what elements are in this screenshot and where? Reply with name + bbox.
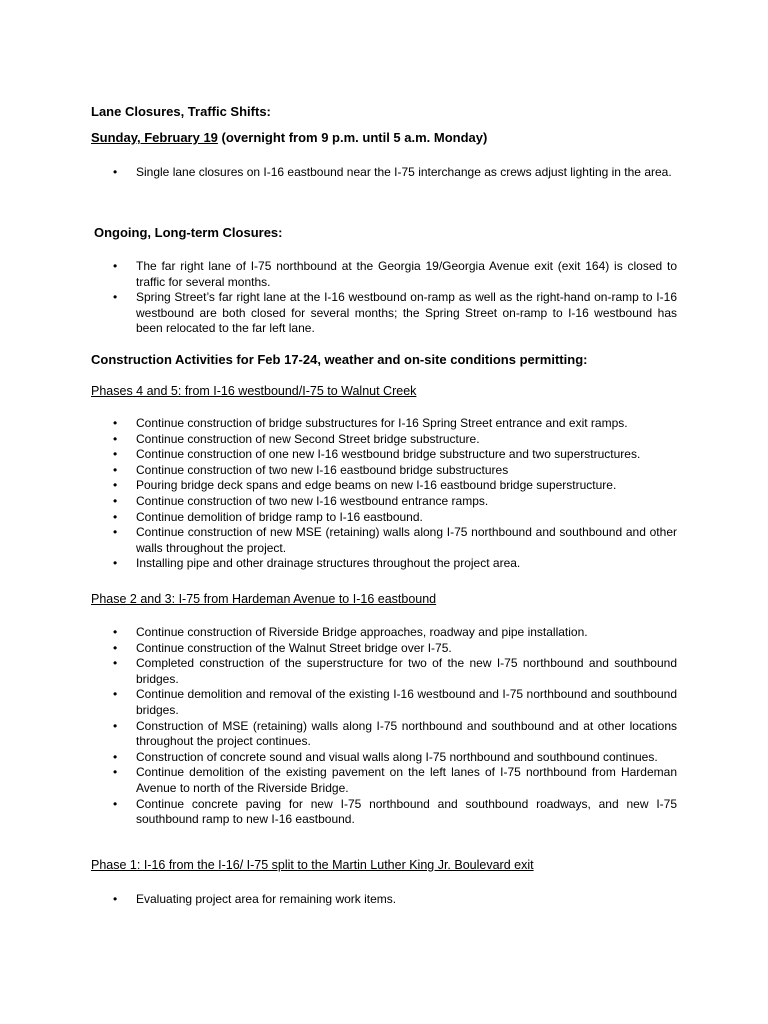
- bullet-icon: •: [113, 462, 118, 477]
- bullet-icon: •: [113, 749, 118, 764]
- list-item: [0, 797, 677, 828]
- bullet-icon: •: [113, 493, 118, 508]
- list-item-text: Continue construction of new MSE (retaining) walls along I-75 northbound and southbound and other walls throughout the project.: [136, 525, 677, 555]
- list-item-text: Single lane closures on I-16 eastbound near the I-75 interchange as crews adjust lighting in the area.: [136, 165, 672, 179]
- list-item-text: Construction of MSE (retaining) walls along I-75 northbound and southbound and at other locations throughout the project continues.: [136, 718, 677, 749]
- list-item-text: Installing pipe and other drainage structures throughout the project area.: [136, 556, 521, 571]
- list-item-text: Pouring bridge deck spans and edge beams on new I-16 eastbound bridge superstructure.: [136, 478, 617, 493]
- bullet-icon: •: [113, 718, 118, 733]
- list-item-text: Continue concrete paving for new I-75 northbound and southbound roadways, and new I-75 southbound ramp to new I-16 eastbound.: [136, 796, 677, 827]
- bullet-icon: •: [113, 892, 118, 906]
- bullet-icon: •: [113, 165, 118, 179]
- bullet-icon: •: [113, 556, 118, 571]
- phase-2-3-title: Phase 2 and 3: I-75 from Hardeman Avenue to I-16 eastbound: [91, 592, 437, 606]
- list-item: [0, 525, 677, 556]
- list-item: [0, 494, 677, 510]
- bullet-icon: •: [113, 687, 118, 702]
- list-item: [0, 259, 677, 290]
- bullet-icon: •: [113, 416, 118, 430]
- phase-4-5-title: Phases 4 and 5: from I-16 westbound/I-75 to Walnut Creek: [91, 384, 417, 398]
- bullet-icon: •: [113, 447, 118, 462]
- construction-heading: Construction Activities for Feb 17-24, weather and on-site conditions permitting:: [91, 352, 588, 367]
- list-item: [0, 687, 677, 718]
- list-item: [0, 290, 677, 337]
- list-item: [0, 719, 677, 750]
- list-item-text: Continue construction of two new I-16 eastbound bridge substructures: [136, 462, 509, 477]
- bullet-icon: •: [113, 765, 118, 780]
- list-item-text: Continue construction of the Walnut Street bridge over I-75.: [136, 640, 452, 655]
- list-item: [0, 892, 677, 908]
- list-item-text: Continue construction of new Second Street bridge substructure.: [136, 431, 480, 446]
- list-item: [0, 416, 677, 432]
- bullet-icon: •: [113, 525, 118, 540]
- date-note: (overnight from 9 p.m. until 5 a.m. Monday): [217, 130, 488, 145]
- list-item: [0, 510, 677, 526]
- list-item-text: Construction of concrete sound and visual walls along I-75 northbound and southbound continues.: [136, 749, 658, 764]
- list-item: [0, 463, 677, 479]
- bullet-icon: •: [113, 259, 118, 273]
- list-item-text: Spring Street’s far right lane at the I-16 westbound on-ramp as well as the right-hand on-ramp to I-16 westbound are both closed for several months; the Spring Street on-ramp to I-16 westbound has been relocated to the far left lane.: [136, 290, 677, 336]
- list-item: [0, 556, 677, 572]
- list-item-text: Continue construction of two new I-16 westbound entrance ramps.: [136, 493, 489, 508]
- bullet-icon: •: [113, 431, 118, 446]
- list-item-text: Continue demolition of bridge ramp to I-16 eastbound.: [136, 509, 423, 524]
- phase-1-list: [0, 892, 768, 908]
- bullet-icon: •: [113, 478, 118, 493]
- bullet-icon: •: [113, 640, 118, 655]
- bullet-icon: •: [113, 796, 118, 811]
- list-item-text: Continue demolition of the existing pavement on the left lanes of I-75 northbound from Hardeman Avenue to north of the Riverside Bridge.: [136, 765, 677, 795]
- lane-closures-heading: Lane Closures, Traffic Shifts:: [91, 104, 271, 119]
- bullet-icon: •: [113, 656, 118, 671]
- list-item-text: Continue construction of one new I-16 westbound bridge substructure and two superstructures.: [136, 447, 641, 462]
- list-item-text: The far right lane of I-75 northbound at the Georgia 19/Georgia Avenue exit (exit 164) is closed to traffic for several months.: [136, 259, 677, 289]
- list-item: [0, 447, 677, 463]
- ongoing-closures-list: [0, 259, 768, 337]
- bullet-icon: •: [113, 509, 118, 524]
- phase-2-3-list: [0, 625, 768, 828]
- list-item-text: Evaluating project area for remaining work items.: [136, 892, 397, 906]
- phase-1-title: Phase 1: I-16 from the I-16/ I-75 split to the Martin Luther King Jr. Boulevard exit: [91, 858, 534, 872]
- ongoing-closures-heading: Ongoing, Long-term Closures:: [94, 225, 283, 240]
- phase-4-5-list: [0, 416, 768, 572]
- list-item: [0, 656, 677, 687]
- list-item-text: Continue construction of Riverside Bridge approaches, roadway and pipe installation.: [136, 625, 588, 639]
- list-item: [0, 625, 677, 641]
- list-item-text: Completed construction of the superstructure for two of the new I-75 northbound and southbound bridges.: [136, 656, 677, 686]
- list-item: [0, 432, 677, 448]
- bullet-icon: •: [113, 625, 118, 639]
- list-item: [0, 750, 677, 766]
- bullet-icon: •: [113, 290, 118, 305]
- list-item-text: Continue construction of bridge substructures for I-16 Spring Street entrance and exit ramps.: [136, 416, 628, 430]
- list-item: [0, 478, 677, 494]
- lane-closures-list: [0, 165, 768, 181]
- list-item-text: Continue demolition and removal of the existing I-16 westbound and I-75 northbound and southbound bridges.: [136, 687, 677, 717]
- date-label: Sunday, February 19: [91, 130, 218, 145]
- list-item: [0, 765, 677, 796]
- list-item: [0, 641, 677, 657]
- date-line: [91, 130, 487, 146]
- list-item: [0, 165, 677, 181]
